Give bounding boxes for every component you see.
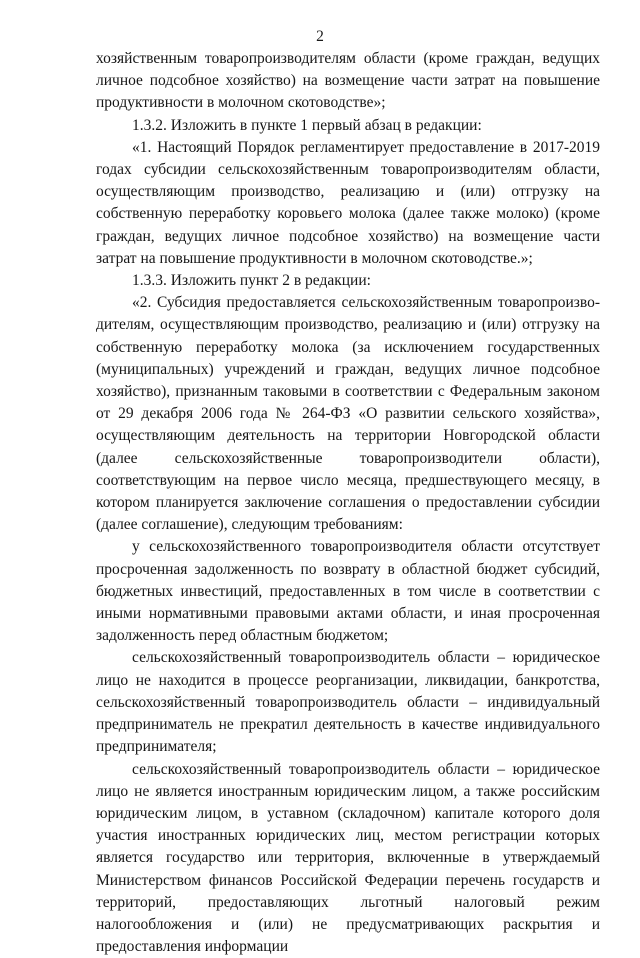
paragraph-requirement-reorganization: сельскохозяйственный товаропроизводитель области – юридическое лицо не находится в процессе реорганизации, ликвидации, банкротства, сельскохозяйственный товаропроизводитель области – индивидуальный предприниматель не прекратил деятельность в качестве индивидуального предпринимателя; (96, 647, 600, 758)
document-body (96, 48, 600, 958)
paragraph-requirement-debt: у сельскохозяйственного товаропроизводителя области отсутствует просроченная задолженность по возврату в областной бюджет субсидий, бюджетных инвестиций, предоставленных в том числе в соответствии с иными нормативными правовыми актами области, и иная просроченная задолженность перед областным бюджетом; (96, 536, 600, 647)
paragraph-quote-point-2: «2. Субсидия предоставляется сельскохозяйственным товаропроизво-дителям, осуществляющим производство, реализацию и (или) отгрузку на собственную переработку молока (за исключением государственных (муниципальных) учреждений и граждан, ведущих личное подсобное хозяйство), признанным таковыми в соответствии с Федеральным законом от 29 декабря 2006 года № 264-ФЗ «О развитии сельского хозяйства», осуществляющим деятельность на территории Новгородской области (далее сельскохозяйственные товаропроизводители области), соответствующим на первое число месяца, предшествующего месяцу, в котором планируется заключение соглашения о предоставлении субсидии (далее соглашение), следующим требованиям: (96, 292, 600, 536)
page-number: 2 (0, 28, 640, 46)
paragraph-quote-point-1: «1. Настоящий Порядок регламентирует предоставление в 2017-2019 годах субсидии сельскохозяйственным товаропроизводителям области, осуществляющим производство, реализацию и (или) отгрузку на собственную переработку коровьего молока (далее также молоко) (кроме граждан, ведущих личное подсобное хозяйство) на возмещение части затрат на повышение продуктивности в молочном скотоводстве.»; (96, 137, 600, 270)
paragraph-item-1-3-3: 1.3.3. Изложить пункт 2 в редакции: (96, 270, 600, 292)
paragraph-requirement-foreign: сельскохозяйственный товаропроизводитель области – юридическое лицо не является иностранным юридическим лицом, а также российским юридическим лицом, в уставном (складочном) капитале которого доля участия иностранных юридических лиц, местом регистрации которых является государство или территория, включенные в утверждаемый Министерством финансов Российской Федерации перечень государств и территорий, предоставляющих льготный налоговый режим налогообложения и (или) не предусматривающих раскрытия и предоставления информации (96, 759, 600, 958)
paragraph-continuation: хозяйственным товаропроизводителям области (кроме граждан, ведущих личное подсобное хозяйство) на возмещение части затрат на повышение продуктивности в молочном скотоводстве»; (96, 48, 600, 115)
paragraph-item-1-3-2: 1.3.2. Изложить в пункте 1 первый абзац в редакции: (96, 115, 600, 137)
